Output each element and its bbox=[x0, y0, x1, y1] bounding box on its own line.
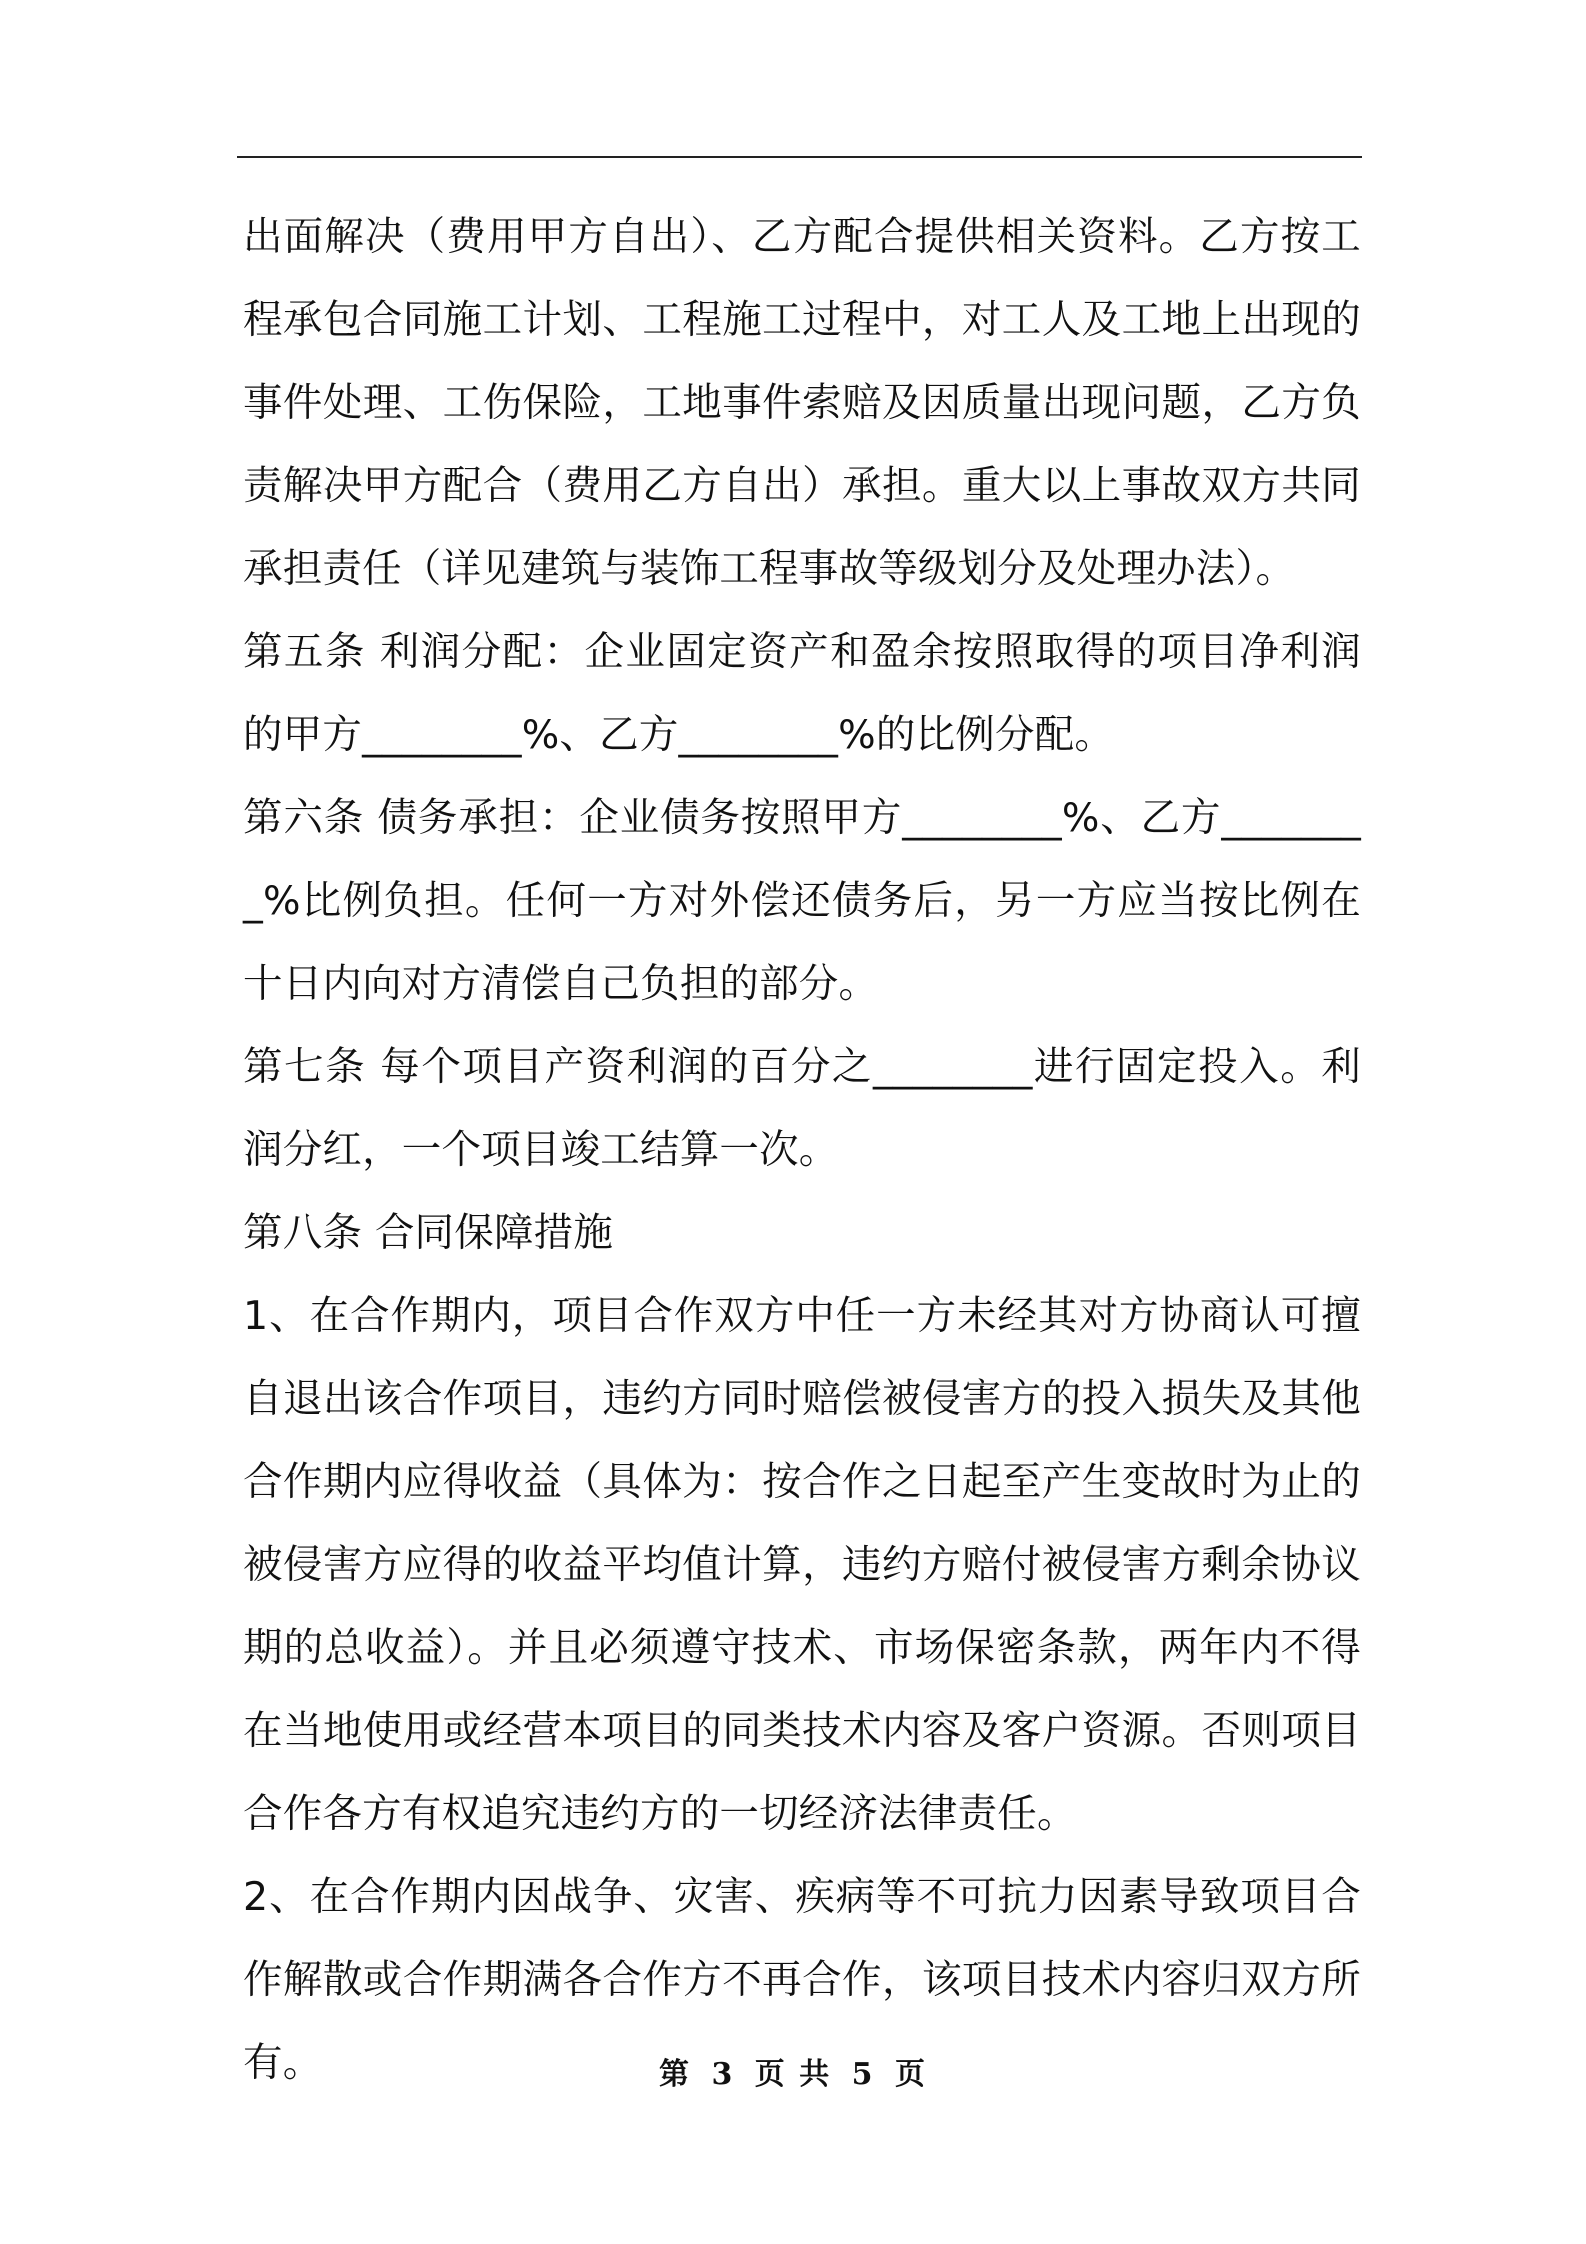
paragraph-article-6-debt-bearing: 第六条 债务承担：企业债务按照甲方________%、乙方________%比例负担。任何一方对外偿还债务后，另一方应当按比例在十日内向对方清偿自己负担的部分。 bbox=[243, 795, 1361, 1007]
header-rule bbox=[237, 156, 1362, 158]
page-number-footer bbox=[0, 2049, 1586, 2093]
total-pages-number: 5 bbox=[851, 2057, 875, 2092]
paragraph-clause-1-breach: 1、在合作期内，项目合作双方中任一方未经其对方协商认可擅自退出该合作项目，违约方同时赔偿被侵害方的投入损失及其他合作期内应得收益（具体为：按合作之日起至产生变故时为止的被侵害方应得的收益平均值计算，违约方赔付被侵害方剩余协议期的总收益）。并且必须遵守技术、市场保密条款，两年内不得在当地使用或经营本项目的同类技术内容及客户资源。否则项目合作各方有权追究违约方的一切经济法律责任。 bbox=[243, 1293, 1361, 1837]
footer-prefix: 第 bbox=[658, 2057, 691, 2092]
paragraph-liability-continued: 出面解决（费用甲方自出）、乙方配合提供相关资料。乙方按工程承包合同施工计划、工程施工过程中，对工人及工地上出现的事件处理、工伤保险，工地事件索赔及因质量出现问题，乙方负责解决甲方配合（费用乙方自出）承担。重大以上事故双方共同承担责任（详见建筑与装饰工程事故等级划分及处理办法）。 bbox=[243, 214, 1361, 592]
paragraph-article-7-fixed-investment: 第七条 每个项目产资利润的百分之________进行固定投入。利润分红，一个项目竣工结算一次。 bbox=[243, 1044, 1361, 1173]
paragraph-clause-2-force-majeure: 2、在合作期内因战争、灾害、疾病等不可抗力因素导致项目合作解散或合作期满各合作方不再合作，该项目技术内容归双方所有。 bbox=[243, 1874, 1361, 2086]
footer-middle: 页 共 bbox=[754, 2057, 832, 2092]
current-page-number: 3 bbox=[711, 2057, 735, 2092]
footer-suffix: 页 bbox=[895, 2057, 927, 2092]
paragraph-article-8-heading: 第八条 合同保障措施 bbox=[243, 1210, 614, 1256]
paragraph-article-5-profit-distribution: 第五条 利润分配：企业固定资产和盈余按照取得的项目净利润的甲方________%、乙方________%的比例分配。 bbox=[243, 629, 1361, 758]
